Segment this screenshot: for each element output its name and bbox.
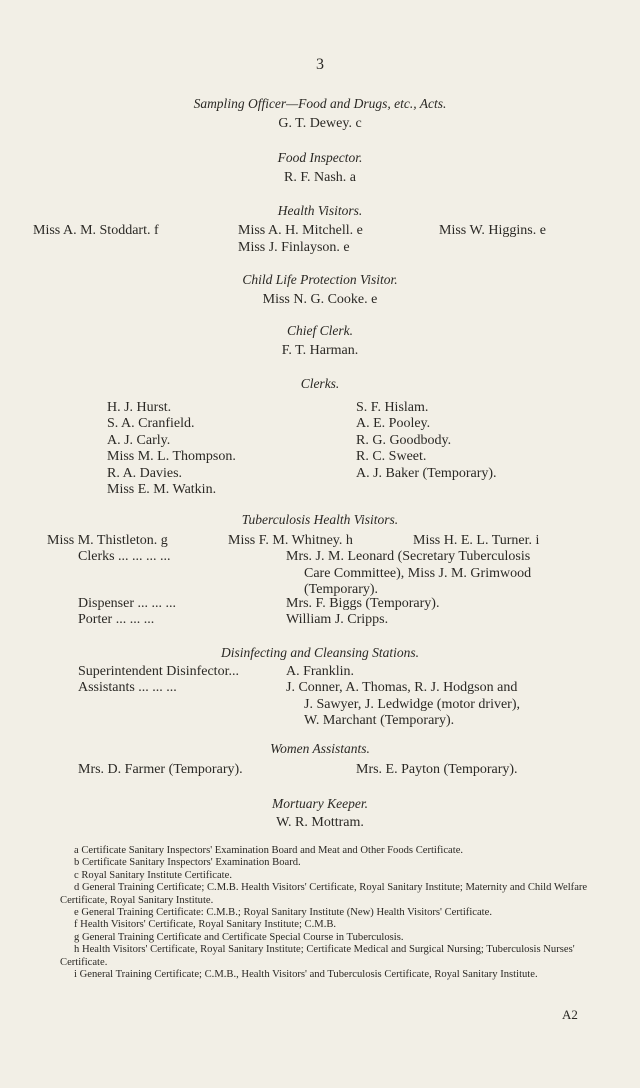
tb-clerks-line: (Temporary). xyxy=(304,582,379,597)
mortuary-keeper-heading: Mortuary Keeper. xyxy=(272,796,368,811)
health-visitor-name: Miss A. M. Stoddart. f xyxy=(33,223,159,238)
footnote: f Health Visitors' Certificate, Royal Sanitary Institute; C.M.B. xyxy=(74,919,337,931)
signature-mark: A2 xyxy=(562,1007,578,1022)
clerk-name: Miss M. L. Thompson. xyxy=(107,449,236,465)
tb-clerks-line: Care Committee), Miss J. M. Grimwood xyxy=(304,565,532,581)
clerks-left-column xyxy=(107,400,236,498)
clerk-name: S. F. Hislam. xyxy=(356,400,429,415)
clerk-name: A. E. Pooley. xyxy=(356,416,431,432)
superintendent-value: A. Franklin. xyxy=(286,664,355,679)
porter-label: Porter ... ... ... xyxy=(78,612,155,627)
disinfecting-heading: Disinfecting and Cleansing Stations. xyxy=(221,645,419,660)
clerk-name: R. A. Davies. xyxy=(107,465,183,481)
assistants-line: J. Conner, A. Thomas, R. J. Hodgson and xyxy=(286,680,518,695)
clerk-name: S. A. Cranfield. xyxy=(107,416,195,432)
footnote: g General Training Certificate and Certificate Special Course in Tuberculosis. xyxy=(74,931,404,943)
health-visitor-name: Miss J. Finlayson. e xyxy=(238,240,350,255)
women-assistant-name: Mrs. E. Payton (Temporary). xyxy=(356,762,518,777)
tb-visitor-name: Miss F. M. Whitney. h xyxy=(228,533,353,548)
mortuary-keeper-name: W. R. Mottram. xyxy=(276,815,364,830)
tb-clerks-label: Clerks ... ... ... ... xyxy=(78,549,171,564)
clerk-name: A. J. Baker (Temporary). xyxy=(356,465,497,481)
porter-value: William J. Cripps. xyxy=(286,612,389,627)
footnotes xyxy=(60,845,600,981)
clerk-name: R. C. Sweet. xyxy=(356,449,427,465)
sampling-officer-name: G. T. Dewey. c xyxy=(278,116,362,131)
footnote: a Certificate Sanitary Inspectors' Examination Board and Meat and Other Foods Certificate. xyxy=(74,845,464,856)
tb-visitor-name: Miss M. Thistleton. g xyxy=(47,533,168,548)
dispenser-value: Mrs. F. Biggs (Temporary). xyxy=(286,596,440,611)
page-number: 3 xyxy=(316,56,324,73)
food-inspector-name: R. F. Nash. a xyxy=(284,170,356,185)
footnote: d General Training Certificate; C.M.B. Health Visitors' Certificate, Royal Sanitary Institute; Maternity and Child Welfare Certificate, Royal Sanitary Institute. xyxy=(60,882,588,906)
chief-clerk-heading: Chief Clerk. xyxy=(287,323,353,338)
dispenser-label: Dispenser ... ... ... xyxy=(78,596,176,611)
food-inspector-heading: Food Inspector. xyxy=(277,150,363,165)
assistants-line: J. Sawyer, J. Ledwidge (motor driver), xyxy=(304,696,520,712)
footnote: e General Training Certificate: C.M.B.; Royal Sanitary Institute (New) Health Visitors' Certificate. xyxy=(74,907,492,919)
tb-clerks-value xyxy=(286,549,531,599)
child-life-heading: Child Life Protection Visitor. xyxy=(242,272,398,287)
footnote: b Certificate Sanitary Inspectors' Examination Board. xyxy=(74,857,301,869)
health-visitors-heading: Health Visitors. xyxy=(277,203,363,218)
clerk-name: H. J. Hurst. xyxy=(107,400,172,415)
child-life-name: Miss N. G. Cooke. e xyxy=(262,292,378,307)
health-visitor-name: Miss A. H. Mitchell. e xyxy=(238,223,363,238)
superintendent-label: Superintendent Disinfector... xyxy=(78,664,239,679)
clerk-name: A. J. Carly. xyxy=(107,432,171,448)
chief-clerk-name: F. T. Harman. xyxy=(281,343,359,358)
footnote: h Health Visitors' Certificate, Royal Sanitary Institute; Certificate Medical and Surgical Nursing; Tuberculosis Nurses' Certificate. xyxy=(60,944,575,968)
clerk-name: Miss E. M. Watkin. xyxy=(107,482,217,498)
health-visitor-name: Miss W. Higgins. e xyxy=(439,223,546,238)
footnote: c Royal Sanitary Institute Certificate. xyxy=(74,869,232,881)
assistants-label: Assistants ... ... ... xyxy=(78,680,177,695)
tb-visitor-name: Miss H. E. L. Turner. i xyxy=(413,533,540,548)
assistants-line: W. Marchant (Temporary). xyxy=(304,713,455,728)
tb-visitors-heading: Tuberculosis Health Visitors. xyxy=(241,512,399,527)
clerks-right-column xyxy=(356,400,497,482)
footnote: i General Training Certificate; C.M.B., Health Visitors' and Tuberculosis Certificate, Royal Sanitary Institute. xyxy=(74,969,538,981)
sampling-officer-heading: Sampling Officer—Food and Drugs, etc., Acts. xyxy=(193,96,447,111)
tb-clerks-line: Mrs. J. M. Leonard (Secretary Tuberculosis xyxy=(286,549,531,564)
clerks-heading: Clerks. xyxy=(300,376,340,391)
assistants-value xyxy=(286,680,520,730)
women-assistant-name: Mrs. D. Farmer (Temporary). xyxy=(78,762,243,777)
women-assistants-heading: Women Assistants. xyxy=(270,741,370,756)
clerk-name: R. G. Goodbody. xyxy=(356,432,452,448)
